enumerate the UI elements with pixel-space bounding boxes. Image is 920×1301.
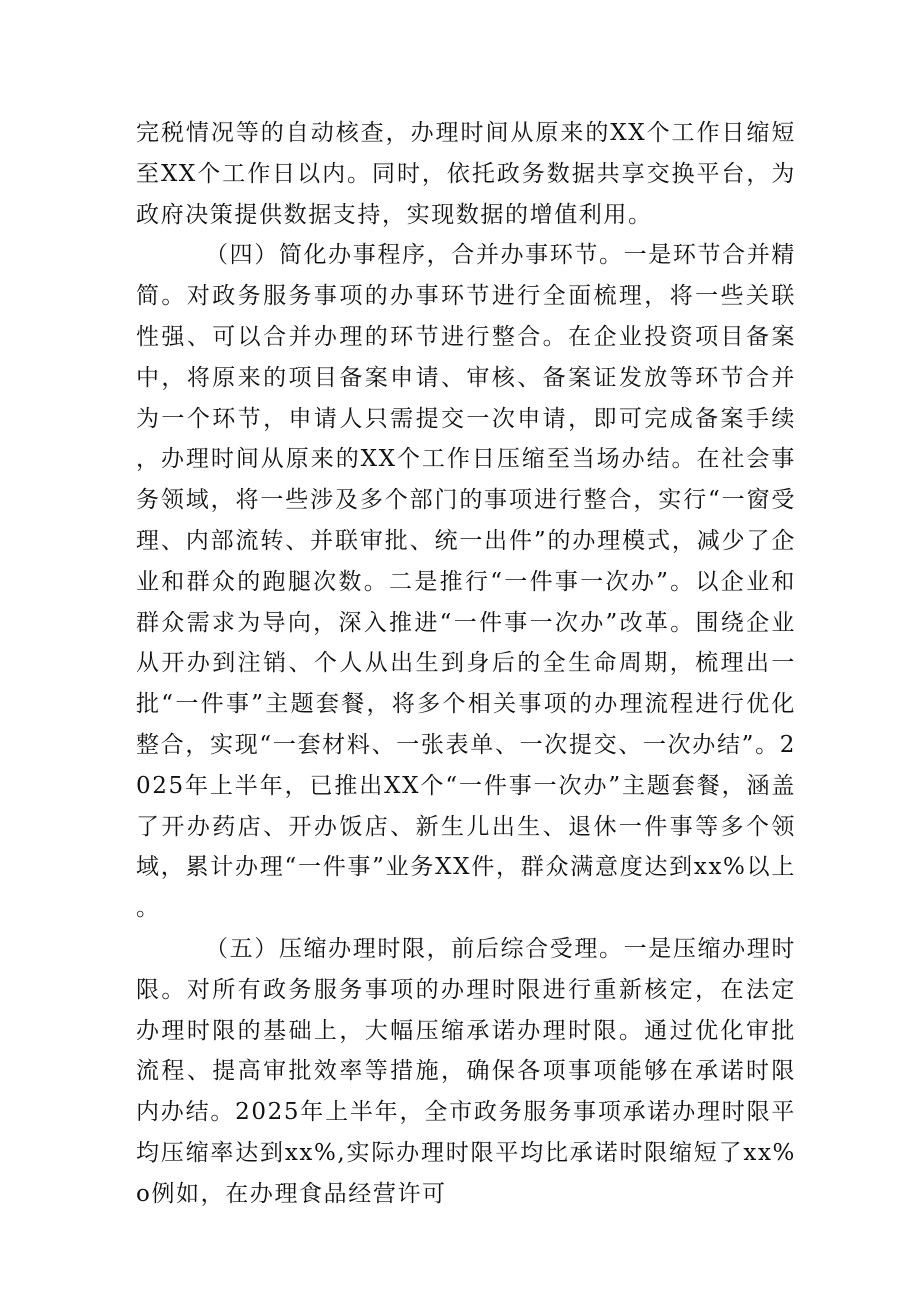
- paragraph-continuation: 完税情况等的自动核查，办理时间从原来的XX个工作日缩短至XX个工作日以内。同时，依托政务数据共享交换平台，为政府决策提供数据支持，实现数据的增值利用。: [136, 120, 796, 228]
- document-body: [136, 113, 796, 1215]
- paragraph-section-5: （五）压缩办理时限，前后综合受理。一是压缩办理时限。对所有政务服务事项的办理时限进行重新核定，在法定办理时限的基础上，大幅压缩承诺办理时限。通过优化审批流程、提高审批效率等措施，确保各项事项能够在承诺时限内办结。2025年上半年，全市政务服务事项承诺办理时限平均压缩率达到xx%,实际办理时限平均比承诺时限缩短了xx%o例如，在办理食品经营许可: [136, 935, 796, 1207]
- paragraph-section-4: （四）简化办事程序，合并办事环节。一是环节合并精简。对政务服务事项的办事环节进行全面梳理，将一些关联性强、可以合并办理的环节进行整合。在企业投资项目备案中，将原来的项目备案申请、审核、备案证发放等环节合并为一个环节，申请人只需提交一次申请，即可完成备案手续，办理时间从原来的XX个工作日压缩至当场办结。在社会事务领域，将一些涉及多个部门的事项进行整合，实行“一窗受理、内部流转、并联审批、统一出件”的办理模式，减少了企业和群众的跑腿次数。二是推行“一件事一次办”。以企业和群众需求为导向，深入推进“一件事一次办”改革。围绕企业从开办到注销、个人从出生到身后的全生命周期，梳理出一批“一件事”主题套餐，将多个相关事项的办理流程进行优化整合，实现“一套材料、一张表单、一次提交、一次办结”。2025年上半年，已推出XX个“一件事一次办”主题套餐，涵盖了开办药店、开办饭店、新生儿出生、退休一件事等多个领域，累计办理“一件事”业务XX件，群众满意度达到xx%以上。: [136, 242, 796, 922]
